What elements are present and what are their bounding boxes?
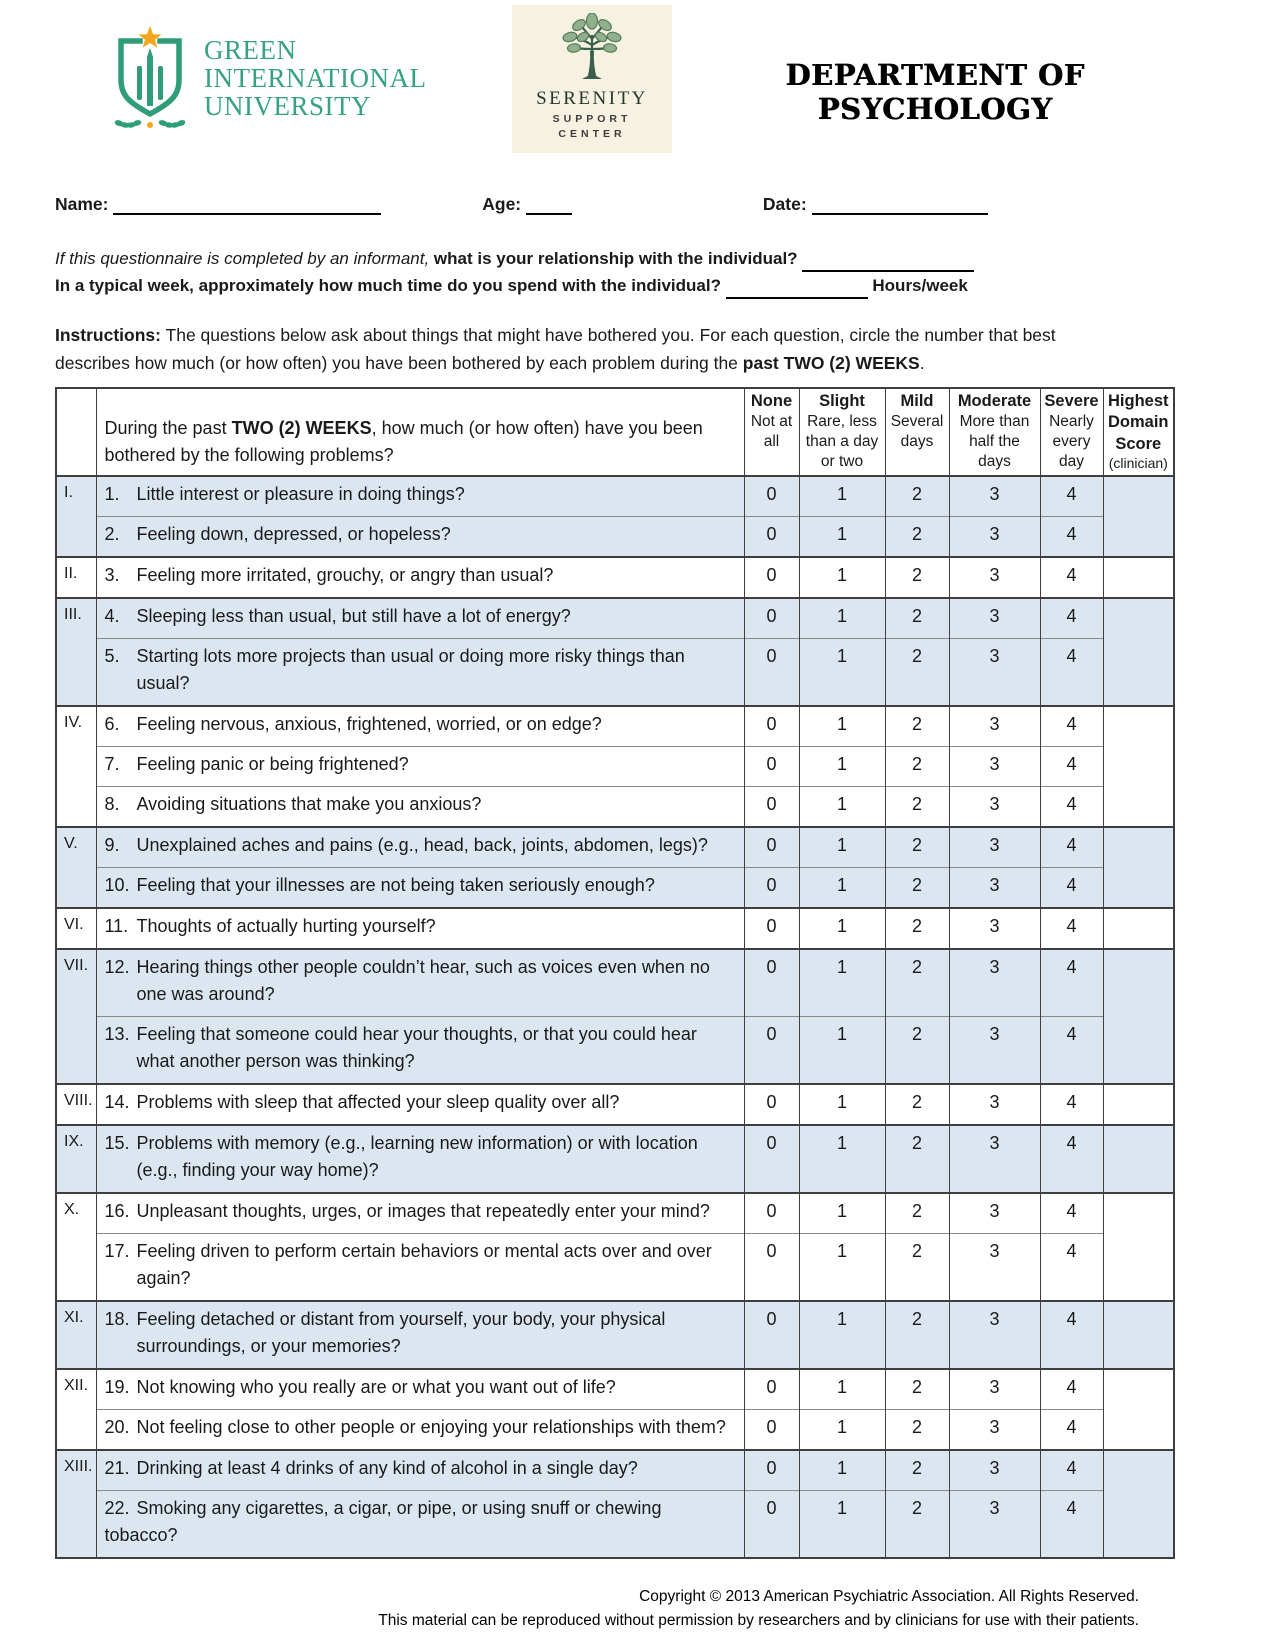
scale-option-4[interactable]: 4	[1040, 1016, 1103, 1084]
scale-option-1[interactable]: 1	[799, 786, 885, 827]
scale-option-0[interactable]: 0	[744, 867, 799, 908]
question-cell: 3. Feeling more irritated, grouchy, or angry than usual?	[96, 557, 744, 598]
scale-option-2[interactable]: 2	[885, 786, 949, 827]
scale-option-1[interactable]: 1	[799, 706, 885, 747]
scale-option-0[interactable]: 0	[744, 908, 799, 949]
scale-option-3[interactable]: 3	[949, 1233, 1040, 1301]
scale-option-0[interactable]: 0	[744, 1016, 799, 1084]
column-header-none: None Not at all	[744, 388, 799, 475]
footer-copyright: Copyright © 2013 American Psychiatric Association. All Rights Reserved.	[639, 1587, 1139, 1605]
relationship-field[interactable]	[802, 252, 974, 272]
question-cell: 9. Unexplained aches and pains (e.g., head, back, joints, abdomen, legs)?	[96, 827, 744, 868]
scale-option-3[interactable]: 3	[949, 949, 1040, 1017]
domain-numeral: VII.	[56, 949, 96, 1084]
informant-section	[55, 245, 1220, 299]
scale-option-3[interactable]: 3	[949, 1125, 1040, 1193]
scale-option-1[interactable]: 1	[799, 476, 885, 517]
scale-option-3[interactable]: 3	[949, 598, 1040, 639]
scale-option-1[interactable]: 1	[799, 1125, 885, 1193]
question-cell: 16. Unpleasant thoughts, urges, or images that repeatedly enter your mind?	[96, 1193, 744, 1234]
question-cell: 18. Feeling detached or distant from yourself, your body, your physical surroundings, or your memories?	[96, 1301, 744, 1369]
scale-option-2[interactable]: 2	[885, 1409, 949, 1450]
instructions-body: The questions below ask about things that might have bothered you. For each question, circle the number that best describes how much (or how often) you have been bothered by each problem during the	[55, 325, 1056, 374]
scale-option-3[interactable]: 3	[949, 746, 1040, 786]
scale-option-3[interactable]: 3	[949, 706, 1040, 747]
table-row	[56, 1490, 1174, 1558]
scale-option-3[interactable]: 3	[949, 1490, 1040, 1558]
question-cell: 22. Smoking any cigarettes, a cigar, or pipe, or using snuff or chewing tobacco?	[96, 1490, 744, 1558]
scale-option-1[interactable]: 1	[799, 827, 885, 868]
scale-option-3[interactable]: 3	[949, 476, 1040, 517]
table-header-question: During the past TWO (2) WEEKS, how much (or how often) have you been bothered by the following problems?	[96, 388, 744, 475]
scale-option-1[interactable]: 1	[799, 1233, 885, 1301]
scale-option-3[interactable]: 3	[949, 1193, 1040, 1234]
informant-relationship-question	[55, 245, 1220, 272]
serenity-sub2: CENTER	[558, 128, 626, 140]
age-field[interactable]	[526, 195, 572, 215]
scale-option-0[interactable]: 0	[744, 1125, 799, 1193]
serenity-sub1: SUPPORT	[552, 113, 632, 125]
scale-option-0[interactable]: 0	[744, 516, 799, 557]
name-label: Name:	[55, 194, 109, 214]
date-field[interactable]	[812, 195, 988, 215]
domain-score-cell[interactable]	[1103, 476, 1174, 557]
question-cell: 21. Drinking at least 4 drinks of any kind of alcohol in a single day?	[96, 1450, 744, 1491]
scale-option-4[interactable]: 4	[1040, 1450, 1103, 1491]
scale-option-3[interactable]: 3	[949, 1084, 1040, 1125]
domain-numeral: III.	[56, 598, 96, 706]
scale-option-2[interactable]: 2	[885, 598, 949, 639]
table-row	[56, 786, 1174, 827]
scale-option-0[interactable]: 0	[744, 1084, 799, 1125]
domain-numeral: IV.	[56, 706, 96, 827]
scale-option-1[interactable]: 1	[799, 746, 885, 786]
hours-unit-label: Hours/week	[867, 276, 968, 296]
university-name-line2: INTERNATIONAL	[204, 63, 427, 94]
time-spent-question	[55, 272, 1220, 299]
scale-option-2[interactable]: 2	[885, 706, 949, 747]
table-row	[56, 1409, 1174, 1450]
scale-option-3[interactable]: 3	[949, 786, 1040, 827]
star-icon	[139, 26, 162, 48]
scale-option-3[interactable]: 3	[949, 516, 1040, 557]
scale-option-0[interactable]: 0	[744, 786, 799, 827]
question-cell: 15. Problems with memory (e.g., learning new information) or with location (e.g., finding your way home)?	[96, 1125, 744, 1193]
table-row	[56, 908, 1174, 949]
table-row	[56, 1369, 1174, 1410]
scale-option-1[interactable]: 1	[799, 908, 885, 949]
table-row	[56, 1301, 1174, 1369]
table-row	[56, 1193, 1174, 1234]
question-cell: 5. Starting lots more projects than usual or doing more risky things than usual?	[96, 638, 744, 706]
scale-option-3[interactable]: 3	[949, 1450, 1040, 1491]
scale-option-1[interactable]: 1	[799, 516, 885, 557]
table-row	[56, 746, 1174, 786]
scale-option-3[interactable]: 3	[949, 1369, 1040, 1410]
scale-option-0[interactable]: 0	[744, 1409, 799, 1450]
university-name	[204, 37, 426, 120]
laurel-icon	[115, 120, 185, 128]
question-cell: 14. Problems with sleep that affected your sleep quality over all?	[96, 1084, 744, 1125]
scale-option-1[interactable]: 1	[799, 598, 885, 639]
scale-option-2[interactable]: 2	[885, 949, 949, 1017]
questionnaire-table	[55, 387, 1175, 1558]
scale-option-3[interactable]: 3	[949, 908, 1040, 949]
instructions-period: .	[919, 353, 925, 374]
scale-option-4[interactable]: 4	[1040, 1301, 1103, 1369]
domain-numeral: XI.	[56, 1301, 96, 1369]
domain-score-cell[interactable]	[1103, 1450, 1174, 1558]
scale-option-2[interactable]: 2	[885, 1369, 949, 1410]
scale-option-4[interactable]: 4	[1040, 1193, 1103, 1234]
domain-score-cell[interactable]	[1103, 908, 1174, 949]
domain-numeral: VIII.	[56, 1084, 96, 1125]
scale-option-3[interactable]: 3	[949, 1409, 1040, 1450]
table-row	[56, 476, 1174, 517]
question-cell: 2. Feeling down, depressed, or hopeless?	[96, 516, 744, 557]
question-cell: 10. Feeling that your illnesses are not being taken seriously enough?	[96, 867, 744, 908]
question-cell: 8. Avoiding situations that make you anxious?	[96, 786, 744, 827]
footer-reproduction-note: This material can be reproduced without permission by researchers and by clinicians for use with their patients.	[378, 1611, 1139, 1629]
scale-option-3[interactable]: 3	[949, 638, 1040, 706]
scale-option-2[interactable]: 2	[885, 1490, 949, 1558]
scale-option-0[interactable]: 0	[744, 706, 799, 747]
corner-header-cell	[56, 388, 96, 475]
scale-option-4[interactable]: 4	[1040, 786, 1103, 827]
serenity-logo	[512, 5, 672, 153]
scale-option-1[interactable]: 1	[799, 1409, 885, 1450]
scale-option-0[interactable]: 0	[744, 557, 799, 598]
identity-fields	[55, 194, 1275, 215]
domain-numeral: II.	[56, 557, 96, 598]
table-row	[56, 827, 1174, 868]
scale-option-4[interactable]: 4	[1040, 476, 1103, 517]
page-title: DEPARTMENT OF PSYCHOLOGY	[785, 58, 1085, 126]
scale-option-1[interactable]: 1	[799, 1450, 885, 1491]
scale-option-3[interactable]: 3	[949, 1016, 1040, 1084]
scale-option-2[interactable]: 2	[885, 908, 949, 949]
table-row	[56, 867, 1174, 908]
scale-option-2[interactable]: 2	[885, 1125, 949, 1193]
question-cell: 7. Feeling panic or being frightened?	[96, 746, 744, 786]
scale-option-2[interactable]: 2	[885, 746, 949, 786]
question-cell: 11. Thoughts of actually hurting yourself?	[96, 908, 744, 949]
scale-option-2[interactable]: 2	[885, 867, 949, 908]
giu-logo	[108, 24, 426, 134]
scale-option-1[interactable]: 1	[799, 1193, 885, 1234]
table-row	[56, 1233, 1174, 1301]
scale-option-4[interactable]: 4	[1040, 949, 1103, 1017]
scale-option-1[interactable]: 1	[799, 949, 885, 1017]
scale-option-2[interactable]: 2	[885, 1233, 949, 1301]
domain-score-cell[interactable]	[1103, 598, 1174, 706]
table-row	[56, 1016, 1174, 1084]
question-cell: 20. Not feeling close to other people or enjoying your relationships with them?	[96, 1409, 744, 1450]
table-row	[56, 1125, 1174, 1193]
scale-option-2[interactable]: 2	[885, 827, 949, 868]
tree-icon	[556, 13, 628, 85]
scale-option-3[interactable]: 3	[949, 827, 1040, 868]
footer	[55, 1585, 1173, 1633]
scale-option-3[interactable]: 3	[949, 557, 1040, 598]
informant-conditional-text: If this questionnaire is completed by an informant,	[55, 249, 430, 268]
scale-option-0[interactable]: 0	[744, 476, 799, 517]
page-header	[0, 0, 1275, 168]
scale-option-4[interactable]: 4	[1040, 908, 1103, 949]
table-row	[56, 598, 1174, 639]
scale-option-2[interactable]: 2	[885, 1193, 949, 1234]
table-row	[56, 638, 1174, 706]
scale-option-0[interactable]: 0	[744, 1301, 799, 1369]
scale-option-1[interactable]: 1	[799, 1084, 885, 1125]
question-cell: 13. Feeling that someone could hear your thoughts, or that you could hear what another person was thinking?	[96, 1016, 744, 1084]
column-header-severe: Severe Nearly every day	[1040, 388, 1103, 475]
scale-option-0[interactable]: 0	[744, 1369, 799, 1410]
instructions-bold-phrase: past TWO (2) WEEKS	[742, 353, 920, 374]
date-label: Date:	[762, 194, 807, 214]
domain-score-cell[interactable]	[1103, 949, 1174, 1084]
hours-field[interactable]	[726, 280, 868, 300]
domain-score-cell[interactable]	[1103, 827, 1174, 908]
domain-score-cell[interactable]	[1103, 1084, 1174, 1125]
column-header-mild: Mild Several days	[885, 388, 949, 475]
scale-option-1[interactable]: 1	[799, 867, 885, 908]
domain-numeral: X.	[56, 1193, 96, 1301]
scale-option-2[interactable]: 2	[885, 1084, 949, 1125]
scale-option-0[interactable]: 0	[744, 1233, 799, 1301]
scale-option-0[interactable]: 0	[744, 598, 799, 639]
domain-score-cell[interactable]	[1103, 1125, 1174, 1193]
scale-option-2[interactable]: 2	[885, 1450, 949, 1491]
scale-option-0[interactable]: 0	[744, 1193, 799, 1234]
scale-option-1[interactable]: 1	[799, 638, 885, 706]
scale-option-1[interactable]: 1	[799, 1490, 885, 1558]
scale-option-4[interactable]: 4	[1040, 1369, 1103, 1410]
scale-option-4[interactable]: 4	[1040, 867, 1103, 908]
table-row	[56, 557, 1174, 598]
question-cell: 4. Sleeping less than usual, but still have a lot of energy?	[96, 598, 744, 639]
table-row	[56, 1450, 1174, 1491]
scale-option-3[interactable]: 3	[949, 867, 1040, 908]
domain-numeral: IX.	[56, 1125, 96, 1193]
relationship-question-text: what is your relationship with the individual?	[429, 249, 803, 268]
scale-option-1[interactable]: 1	[799, 557, 885, 598]
scale-option-4[interactable]: 4	[1040, 638, 1103, 706]
domain-score-cell[interactable]	[1103, 706, 1174, 827]
domain-score-cell[interactable]	[1103, 557, 1174, 598]
question-cell: 1. Little interest or pleasure in doing things?	[96, 476, 744, 517]
question-cell: 19. Not knowing who you really are or what you want out of life?	[96, 1369, 744, 1410]
scale-option-3[interactable]: 3	[949, 1301, 1040, 1369]
name-field[interactable]	[113, 195, 381, 215]
scale-option-4[interactable]: 4	[1040, 1125, 1103, 1193]
domain-score-cell[interactable]	[1103, 1369, 1174, 1450]
scale-option-4[interactable]: 4	[1040, 516, 1103, 557]
scale-option-2[interactable]: 2	[885, 516, 949, 557]
domain-score-cell[interactable]	[1103, 1193, 1174, 1301]
column-header-domain-score: Highest Domain Score (clinician)	[1103, 388, 1174, 475]
scale-option-2[interactable]: 2	[885, 476, 949, 517]
serenity-name: SERENITY	[536, 88, 648, 109]
scale-option-0[interactable]: 0	[744, 949, 799, 1017]
scale-option-2[interactable]: 2	[885, 1301, 949, 1369]
scale-option-0[interactable]: 0	[744, 1490, 799, 1558]
column-header-moderate: Moderate More than half the days	[949, 388, 1040, 475]
scale-option-0[interactable]: 0	[744, 1450, 799, 1491]
scale-option-0[interactable]: 0	[744, 638, 799, 706]
question-cell: 17. Feeling driven to perform certain behaviors or mental acts over and over again?	[96, 1233, 744, 1301]
time-spent-question-text: In a typical week, approximately how much time do you spend with the individual?	[55, 276, 726, 296]
scale-option-4[interactable]: 4	[1040, 706, 1103, 747]
table-row	[56, 516, 1174, 557]
scale-option-1[interactable]: 1	[799, 1301, 885, 1369]
age-label: Age:	[482, 194, 522, 214]
scale-option-1[interactable]: 1	[799, 1369, 885, 1410]
scale-option-4[interactable]: 4	[1040, 1490, 1103, 1558]
instructions-label: Instructions:	[55, 325, 161, 346]
question-cell: 6. Feeling nervous, anxious, frightened, worried, or on edge?	[96, 706, 744, 747]
scale-option-4[interactable]: 4	[1040, 1084, 1103, 1125]
domain-numeral: V.	[56, 827, 96, 908]
scale-option-4[interactable]: 4	[1040, 1233, 1103, 1301]
scale-option-0[interactable]: 0	[744, 746, 799, 786]
scale-option-4[interactable]: 4	[1040, 598, 1103, 639]
giu-shield-icon	[108, 24, 192, 134]
domain-numeral: XII.	[56, 1369, 96, 1450]
scale-option-4[interactable]: 4	[1040, 827, 1103, 868]
scale-option-1[interactable]: 1	[799, 1016, 885, 1084]
scale-option-2[interactable]: 2	[885, 1016, 949, 1084]
instructions	[55, 321, 1125, 377]
table-row	[56, 1084, 1174, 1125]
scale-option-2[interactable]: 2	[885, 638, 949, 706]
scale-option-0[interactable]: 0	[744, 827, 799, 868]
scale-option-4[interactable]: 4	[1040, 1409, 1103, 1450]
domain-numeral: XIII.	[56, 1450, 96, 1558]
table-row	[56, 949, 1174, 1017]
column-header-slight: Slight Rare, less than a day or two	[799, 388, 885, 475]
scale-option-2[interactable]: 2	[885, 557, 949, 598]
table-row	[56, 706, 1174, 747]
domain-score-cell[interactable]	[1103, 1301, 1174, 1369]
question-cell: 12. Hearing things other people couldn’t hear, such as voices even when no one was around?	[96, 949, 744, 1017]
domain-numeral: VI.	[56, 908, 96, 949]
university-name-line1: GREEN	[204, 35, 297, 66]
university-name-line3: UNIVERSITY	[204, 90, 371, 121]
scale-option-4[interactable]: 4	[1040, 557, 1103, 598]
domain-numeral: I.	[56, 476, 96, 557]
scale-option-4[interactable]: 4	[1040, 746, 1103, 786]
